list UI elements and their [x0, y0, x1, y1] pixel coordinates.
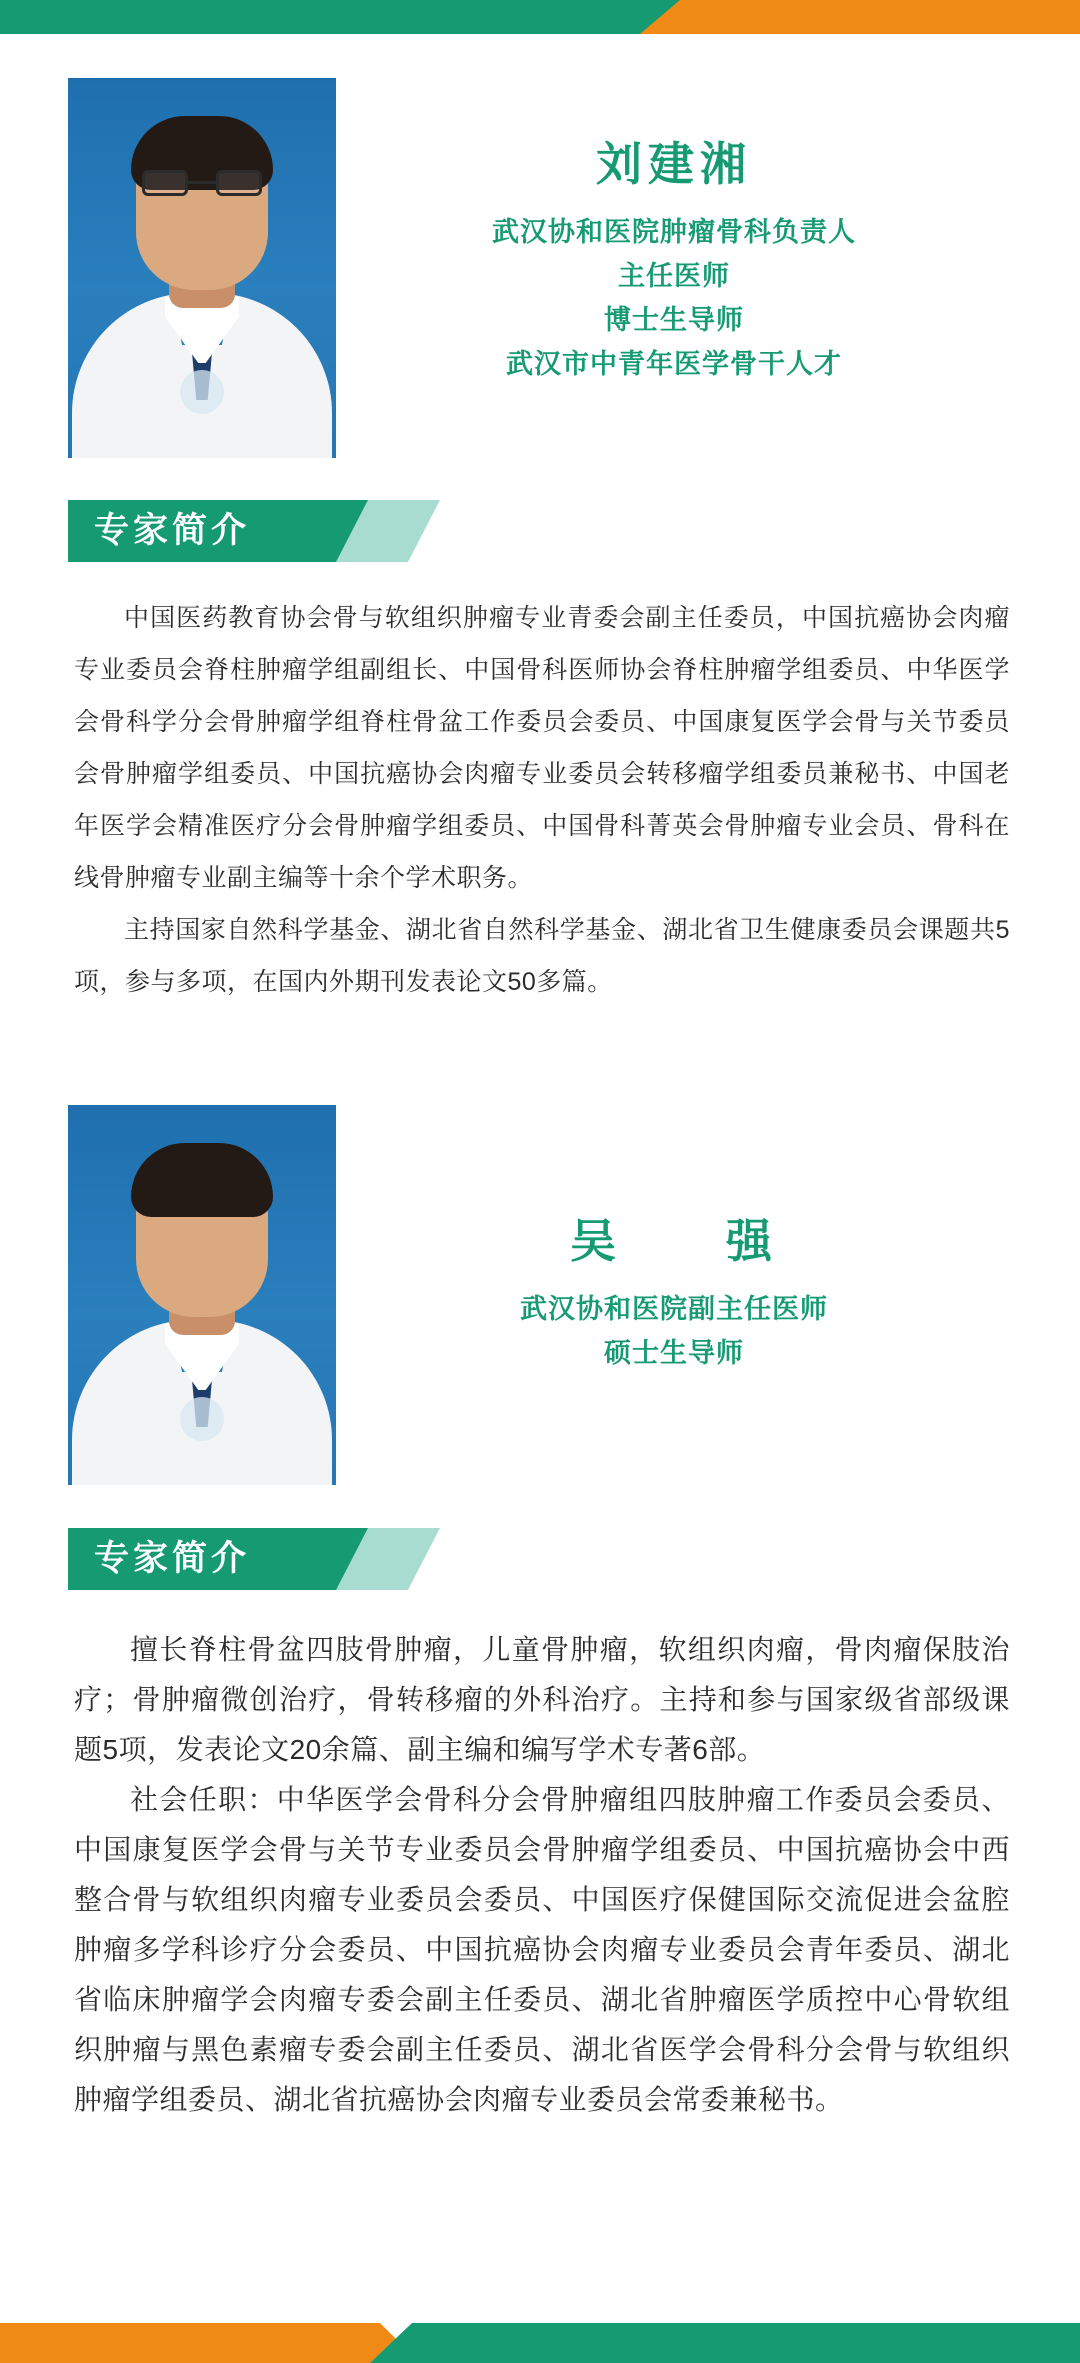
bottom-decoration: [0, 2323, 1080, 2363]
expert-photo-1: [68, 78, 336, 458]
expert-profile-2: [68, 1105, 1012, 1485]
expert-title-line: 硕士生导师: [604, 1338, 744, 1368]
expert-name: 吴 强: [570, 1215, 778, 1267]
bio-paragraph: 中国医药教育协会骨与软组织肿瘤专业青委会副主任委员，中国抗癌协会肉瘤专业委员会脊柱肿瘤学组副组长、中国骨科医师协会脊柱肿瘤学组委员、中华医学会骨科学分会骨肿瘤学组脊柱骨盆工作委员会委员、中国康复医学会骨与关节委员会骨肿瘤学组委员、中国抗癌协会肉瘤专业委员会转移瘤学组委员兼秘书、中国老年医学会精准医疗分会骨肿瘤学组委员、中国骨科菁英会骨肿瘤专业会员、骨科在线骨肿瘤专业副主编等十余个学术职务。: [74, 604, 1010, 892]
expert-profile-1: [68, 78, 1012, 458]
expert-identity-1: [336, 78, 1012, 386]
expert-title-line: 博士生导师: [604, 305, 744, 335]
expert-title-line: 武汉协和医院副主任医师: [520, 1294, 828, 1324]
hair-shape: [131, 1143, 273, 1217]
expert-name: 刘建湘: [596, 138, 752, 190]
bio-paragraph: 擅长脊柱骨盆四肢骨肿瘤，儿童骨肿瘤，软组织肉瘤，骨肉瘤保肢治疗；骨肿瘤微创治疗，骨转移瘤的外科治疗。主持和参与国家级省部级课题5项，发表论文20余篇、副主编和编写学术专著6部。: [74, 1634, 1010, 1765]
section-heading: 专家简介: [94, 511, 251, 550]
section-ribbon-1: [68, 500, 440, 562]
bottom-orange-bar: [0, 2323, 420, 2363]
expert-title-line: 武汉协和医院肿瘤骨科负责人: [492, 217, 856, 247]
expert-title-line: 武汉市中青年医学骨干人才: [506, 349, 842, 379]
coat-badge: [180, 1397, 224, 1441]
top-decoration: [0, 0, 1080, 34]
bottom-green-bar: [370, 2323, 1080, 2363]
glasses-icon: [142, 170, 262, 196]
expert-identity-2: [336, 1105, 1012, 1375]
expert-bio-2: [74, 1625, 1010, 2125]
expert-photo-2: [68, 1105, 336, 1485]
bio-paragraph: 社会任职：中华医学会骨科分会骨肿瘤组四肢肿瘤工作委员会委员、中国康复医学会骨与关节专业委员会骨肿瘤学组委员、中国抗癌协会中西整合骨与软组织肉瘤专业委员会委员、中国医疗保健国际交流促进会盆腔肿瘤多学科诊疗分会委员、中国抗癌协会肉瘤专业委员会青年委员、湖北省临床肿瘤学会肉瘤专委会副主任委员、湖北省肿瘤医学质控中心骨软组织肿瘤与黑色素瘤专委会副主任委员、湖北省医学会骨科分会骨与软组织肿瘤学组委员、湖北省抗癌协会肉瘤专业委员会常委兼秘书。: [74, 1784, 1010, 2115]
expert-title-line: 主任医师: [618, 261, 730, 291]
section-ribbon-2: [68, 1528, 440, 1590]
top-green-bar: [0, 0, 700, 34]
top-orange-bar: [640, 0, 1080, 34]
section-heading: 专家简介: [94, 1539, 251, 1578]
expert-bio-1: [74, 592, 1010, 1008]
bio-paragraph: 主持国家自然科学基金、湖北省自然科学基金、湖北省卫生健康委员会课题共5项，参与多项，在国内外期刊发表论文50多篇。: [74, 916, 1010, 996]
coat-badge: [180, 370, 224, 414]
